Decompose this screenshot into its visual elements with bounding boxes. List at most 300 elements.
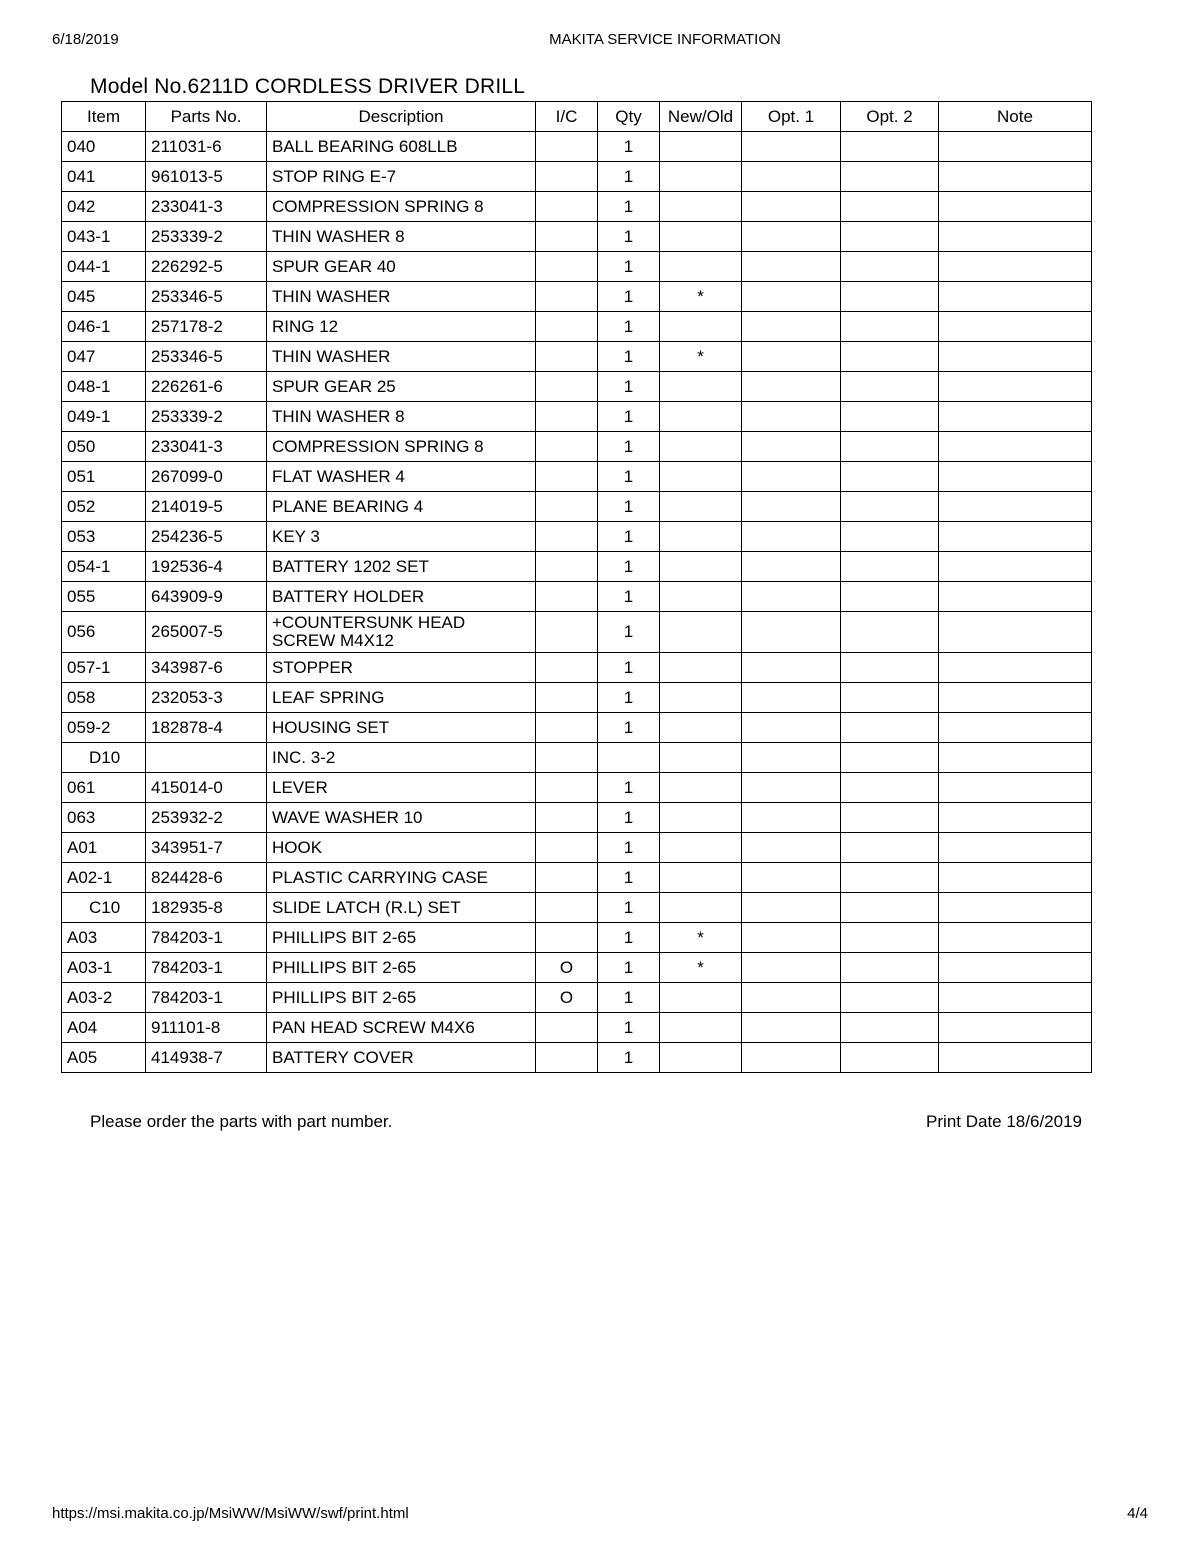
table-row bbox=[62, 653, 1092, 683]
cell-ic bbox=[536, 432, 598, 462]
table-row bbox=[62, 953, 1092, 983]
cell-qty: 1 bbox=[598, 192, 660, 222]
cell-opt1 bbox=[742, 252, 841, 282]
table-row bbox=[62, 683, 1092, 713]
cell-opt2 bbox=[841, 252, 939, 282]
cell-ic bbox=[536, 492, 598, 522]
cell-note bbox=[939, 432, 1092, 462]
cell-item: 042 bbox=[62, 192, 146, 222]
cell-parts-no: 343987-6 bbox=[146, 653, 267, 683]
cell-note bbox=[939, 132, 1092, 162]
cell-note bbox=[939, 492, 1092, 522]
cell-opt2 bbox=[841, 1043, 939, 1073]
cell-parts-no: 265007-5 bbox=[146, 612, 267, 653]
cell-ic bbox=[536, 162, 598, 192]
cell-new-old bbox=[660, 492, 742, 522]
cell-opt1 bbox=[742, 432, 841, 462]
cell-item: A03 bbox=[62, 923, 146, 953]
cell-opt1 bbox=[742, 923, 841, 953]
cell-opt2 bbox=[841, 773, 939, 803]
cell-ic bbox=[536, 773, 598, 803]
cell-item: 055 bbox=[62, 582, 146, 612]
cell-note bbox=[939, 683, 1092, 713]
cell-qty: 1 bbox=[598, 312, 660, 342]
cell-opt2 bbox=[841, 713, 939, 743]
cell-parts-no: 226292-5 bbox=[146, 252, 267, 282]
cell-new-old: * bbox=[660, 923, 742, 953]
table-row bbox=[62, 432, 1092, 462]
cell-ic bbox=[536, 833, 598, 863]
table-row bbox=[62, 402, 1092, 432]
cell-new-old bbox=[660, 983, 742, 1013]
table-row bbox=[62, 923, 1092, 953]
cell-item: 046-1 bbox=[62, 312, 146, 342]
cell-description: THIN WASHER 8 bbox=[267, 402, 536, 432]
cell-note bbox=[939, 282, 1092, 312]
cell-opt2 bbox=[841, 402, 939, 432]
cell-description: BALL BEARING 608LLB bbox=[267, 132, 536, 162]
table-row bbox=[62, 462, 1092, 492]
table-row bbox=[62, 833, 1092, 863]
cell-ic bbox=[536, 222, 598, 252]
cell-parts-no: 343951-7 bbox=[146, 833, 267, 863]
cell-parts-no: 182878-4 bbox=[146, 713, 267, 743]
cell-ic bbox=[536, 462, 598, 492]
cell-note bbox=[939, 1013, 1092, 1043]
cell-description: THIN WASHER bbox=[267, 282, 536, 312]
cell-note bbox=[939, 612, 1092, 653]
cell-qty: 1 bbox=[598, 162, 660, 192]
cell-ic bbox=[536, 312, 598, 342]
cell-note bbox=[939, 803, 1092, 833]
cell-note bbox=[939, 312, 1092, 342]
table-row bbox=[62, 612, 1092, 653]
cell-opt1 bbox=[742, 582, 841, 612]
cell-qty: 1 bbox=[598, 893, 660, 923]
table-row bbox=[62, 773, 1092, 803]
col-header-new-old: New/Old bbox=[660, 102, 742, 132]
cell-description: PHILLIPS BIT 2-65 bbox=[267, 953, 536, 983]
cell-ic bbox=[536, 402, 598, 432]
table-row bbox=[62, 552, 1092, 582]
cell-parts-no: 784203-1 bbox=[146, 953, 267, 983]
model-title: Model No.6211D CORDLESS DRIVER DRILL bbox=[90, 75, 526, 98]
cell-qty: 1 bbox=[598, 252, 660, 282]
cell-item: 059-2 bbox=[62, 713, 146, 743]
cell-new-old bbox=[660, 582, 742, 612]
cell-new-old bbox=[660, 653, 742, 683]
cell-item: 047 bbox=[62, 342, 146, 372]
cell-ic bbox=[536, 612, 598, 653]
cell-item: 051 bbox=[62, 462, 146, 492]
cell-qty: 1 bbox=[598, 372, 660, 402]
cell-opt2 bbox=[841, 893, 939, 923]
table-row bbox=[62, 713, 1092, 743]
cell-ic bbox=[536, 893, 598, 923]
cell-opt2 bbox=[841, 803, 939, 833]
cell-parts-no: 784203-1 bbox=[146, 923, 267, 953]
cell-parts-no: 824428-6 bbox=[146, 863, 267, 893]
cell-note bbox=[939, 983, 1092, 1013]
cell-parts-no: 182935-8 bbox=[146, 893, 267, 923]
cell-opt1 bbox=[742, 833, 841, 863]
cell-new-old bbox=[660, 312, 742, 342]
cell-qty: 1 bbox=[598, 983, 660, 1013]
cell-description: PLASTIC CARRYING CASE bbox=[267, 863, 536, 893]
cell-parts-no: 226261-6 bbox=[146, 372, 267, 402]
cell-note bbox=[939, 372, 1092, 402]
cell-new-old bbox=[660, 372, 742, 402]
parts-table bbox=[61, 101, 1092, 1073]
cell-item: 061 bbox=[62, 773, 146, 803]
cell-note bbox=[939, 653, 1092, 683]
cell-new-old: * bbox=[660, 953, 742, 983]
cell-note bbox=[939, 552, 1092, 582]
cell-opt1 bbox=[742, 953, 841, 983]
cell-opt2 bbox=[841, 743, 939, 773]
cell-opt2 bbox=[841, 192, 939, 222]
cell-description: HOUSING SET bbox=[267, 713, 536, 743]
cell-description: WAVE WASHER 10 bbox=[267, 803, 536, 833]
cell-item: 041 bbox=[62, 162, 146, 192]
cell-new-old: * bbox=[660, 342, 742, 372]
cell-description: THIN WASHER 8 bbox=[267, 222, 536, 252]
cell-description: BATTERY COVER bbox=[267, 1043, 536, 1073]
cell-opt1 bbox=[742, 893, 841, 923]
order-note: Please order the parts with part number. bbox=[90, 1112, 393, 1131]
cell-description: PHILLIPS BIT 2-65 bbox=[267, 923, 536, 953]
cell-opt1 bbox=[742, 132, 841, 162]
cell-item: 063 bbox=[62, 803, 146, 833]
cell-opt2 bbox=[841, 653, 939, 683]
cell-item: A03-1 bbox=[62, 953, 146, 983]
cell-opt2 bbox=[841, 222, 939, 252]
cell-opt1 bbox=[742, 192, 841, 222]
cell-note bbox=[939, 773, 1092, 803]
table-row bbox=[62, 132, 1092, 162]
cell-new-old bbox=[660, 162, 742, 192]
cell-opt1 bbox=[742, 743, 841, 773]
cell-note bbox=[939, 162, 1092, 192]
cell-opt2 bbox=[841, 612, 939, 653]
cell-description: COMPRESSION SPRING 8 bbox=[267, 432, 536, 462]
cell-new-old: * bbox=[660, 282, 742, 312]
cell-item: C10 bbox=[62, 893, 146, 923]
cell-opt1 bbox=[742, 983, 841, 1013]
cell-opt1 bbox=[742, 462, 841, 492]
table-row bbox=[62, 1043, 1092, 1073]
cell-item: A03-2 bbox=[62, 983, 146, 1013]
cell-description: HOOK bbox=[267, 833, 536, 863]
cell-qty: 1 bbox=[598, 132, 660, 162]
cell-new-old bbox=[660, 252, 742, 282]
cell-opt1 bbox=[742, 1043, 841, 1073]
cell-note bbox=[939, 713, 1092, 743]
page-url: https://msi.makita.co.jp/MsiWW/MsiWW/swf/print.html bbox=[52, 1505, 409, 1522]
cell-parts-no: 214019-5 bbox=[146, 492, 267, 522]
table-row bbox=[62, 342, 1092, 372]
cell-opt2 bbox=[841, 432, 939, 462]
cell-qty: 1 bbox=[598, 522, 660, 552]
cell-parts-no: 911101-8 bbox=[146, 1013, 267, 1043]
cell-item: 057-1 bbox=[62, 653, 146, 683]
cell-new-old bbox=[660, 522, 742, 552]
cell-description: SPUR GEAR 40 bbox=[267, 252, 536, 282]
cell-qty: 1 bbox=[598, 653, 660, 683]
cell-opt1 bbox=[742, 552, 841, 582]
cell-new-old bbox=[660, 803, 742, 833]
cell-note bbox=[939, 582, 1092, 612]
cell-qty: 1 bbox=[598, 432, 660, 462]
cell-ic bbox=[536, 132, 598, 162]
col-header-note: Note bbox=[939, 102, 1092, 132]
header-date: 6/18/2019 bbox=[52, 31, 119, 48]
table-row bbox=[62, 863, 1092, 893]
cell-opt2 bbox=[841, 683, 939, 713]
cell-qty bbox=[598, 743, 660, 773]
cell-description: SLIDE LATCH (R.L) SET bbox=[267, 893, 536, 923]
cell-ic bbox=[536, 252, 598, 282]
cell-description: INC. 3-2 bbox=[267, 743, 536, 773]
cell-opt2 bbox=[841, 522, 939, 552]
cell-ic bbox=[536, 743, 598, 773]
cell-parts-no: 253346-5 bbox=[146, 342, 267, 372]
cell-opt1 bbox=[742, 522, 841, 552]
parts-table-body bbox=[62, 132, 1092, 1073]
cell-parts-no: 253339-2 bbox=[146, 222, 267, 252]
table-row bbox=[62, 312, 1092, 342]
cell-opt2 bbox=[841, 162, 939, 192]
cell-new-old bbox=[660, 1043, 742, 1073]
cell-new-old bbox=[660, 612, 742, 653]
cell-ic bbox=[536, 1043, 598, 1073]
cell-ic bbox=[536, 653, 598, 683]
cell-new-old bbox=[660, 683, 742, 713]
cell-opt1 bbox=[742, 222, 841, 252]
col-header-opt2: Opt. 2 bbox=[841, 102, 939, 132]
cell-new-old bbox=[660, 773, 742, 803]
cell-new-old bbox=[660, 893, 742, 923]
cell-parts-no: 643909-9 bbox=[146, 582, 267, 612]
cell-new-old bbox=[660, 863, 742, 893]
cell-parts-no: 253339-2 bbox=[146, 402, 267, 432]
cell-ic: O bbox=[536, 953, 598, 983]
cell-item: 045 bbox=[62, 282, 146, 312]
cell-opt1 bbox=[742, 713, 841, 743]
cell-note bbox=[939, 923, 1092, 953]
cell-opt1 bbox=[742, 1013, 841, 1043]
cell-parts-no: 192536-4 bbox=[146, 552, 267, 582]
cell-description: PAN HEAD SCREW M4X6 bbox=[267, 1013, 536, 1043]
cell-ic bbox=[536, 552, 598, 582]
cell-new-old bbox=[660, 1013, 742, 1043]
cell-parts-no: 253346-5 bbox=[146, 282, 267, 312]
cell-new-old bbox=[660, 743, 742, 773]
cell-ic bbox=[536, 803, 598, 833]
cell-new-old bbox=[660, 462, 742, 492]
cell-parts-no: 784203-1 bbox=[146, 983, 267, 1013]
cell-ic bbox=[536, 282, 598, 312]
cell-note bbox=[939, 252, 1092, 282]
cell-note bbox=[939, 893, 1092, 923]
cell-item: D10 bbox=[62, 743, 146, 773]
cell-new-old bbox=[660, 713, 742, 743]
cell-description: KEY 3 bbox=[267, 522, 536, 552]
cell-opt1 bbox=[742, 402, 841, 432]
col-header-description: Description bbox=[267, 102, 536, 132]
cell-description: PHILLIPS BIT 2-65 bbox=[267, 983, 536, 1013]
cell-parts-no: 257178-2 bbox=[146, 312, 267, 342]
table-row bbox=[62, 252, 1092, 282]
cell-opt1 bbox=[742, 863, 841, 893]
table-row bbox=[62, 372, 1092, 402]
cell-note bbox=[939, 833, 1092, 863]
table-row bbox=[62, 492, 1092, 522]
col-header-qty: Qty bbox=[598, 102, 660, 132]
cell-note bbox=[939, 462, 1092, 492]
cell-new-old bbox=[660, 192, 742, 222]
cell-note bbox=[939, 342, 1092, 372]
cell-description: LEVER bbox=[267, 773, 536, 803]
cell-description: SPUR GEAR 25 bbox=[267, 372, 536, 402]
table-row bbox=[62, 743, 1092, 773]
cell-ic bbox=[536, 522, 598, 552]
cell-parts-no: 254236-5 bbox=[146, 522, 267, 552]
cell-opt2 bbox=[841, 953, 939, 983]
cell-new-old bbox=[660, 222, 742, 252]
cell-opt1 bbox=[742, 683, 841, 713]
cell-opt2 bbox=[841, 372, 939, 402]
cell-item: A05 bbox=[62, 1043, 146, 1073]
cell-description: PLANE BEARING 4 bbox=[267, 492, 536, 522]
cell-opt2 bbox=[841, 312, 939, 342]
table-row bbox=[62, 282, 1092, 312]
cell-opt2 bbox=[841, 492, 939, 522]
cell-qty: 1 bbox=[598, 923, 660, 953]
col-header-item: Item bbox=[62, 102, 146, 132]
cell-parts-no: 415014-0 bbox=[146, 773, 267, 803]
cell-opt2 bbox=[841, 923, 939, 953]
cell-item: 049-1 bbox=[62, 402, 146, 432]
cell-new-old bbox=[660, 432, 742, 462]
cell-note bbox=[939, 743, 1092, 773]
cell-item: 040 bbox=[62, 132, 146, 162]
cell-item: A01 bbox=[62, 833, 146, 863]
cell-item: 043-1 bbox=[62, 222, 146, 252]
cell-description: +COUNTERSUNK HEAD SCREW M4X12 bbox=[267, 612, 536, 653]
cell-note bbox=[939, 192, 1092, 222]
cell-new-old bbox=[660, 132, 742, 162]
cell-ic bbox=[536, 863, 598, 893]
cell-item: A04 bbox=[62, 1013, 146, 1043]
cell-qty: 1 bbox=[598, 953, 660, 983]
cell-opt1 bbox=[742, 492, 841, 522]
cell-note bbox=[939, 953, 1092, 983]
cell-note bbox=[939, 863, 1092, 893]
cell-qty: 1 bbox=[598, 773, 660, 803]
cell-item: 048-1 bbox=[62, 372, 146, 402]
cell-qty: 1 bbox=[598, 462, 660, 492]
cell-parts-no: 233041-3 bbox=[146, 192, 267, 222]
cell-opt2 bbox=[841, 462, 939, 492]
table-row bbox=[62, 1013, 1092, 1043]
col-header-ic: I/C bbox=[536, 102, 598, 132]
cell-parts-no: 232053-3 bbox=[146, 683, 267, 713]
cell-qty: 1 bbox=[598, 803, 660, 833]
cell-qty: 1 bbox=[598, 552, 660, 582]
cell-qty: 1 bbox=[598, 863, 660, 893]
cell-qty: 1 bbox=[598, 282, 660, 312]
cell-item: A02-1 bbox=[62, 863, 146, 893]
cell-note bbox=[939, 222, 1092, 252]
table-row bbox=[62, 222, 1092, 252]
cell-opt1 bbox=[742, 312, 841, 342]
cell-ic bbox=[536, 342, 598, 372]
cell-parts-no: 253932-2 bbox=[146, 803, 267, 833]
cell-opt2 bbox=[841, 983, 939, 1013]
cell-opt2 bbox=[841, 552, 939, 582]
page-number: 4/4 bbox=[1127, 1505, 1148, 1522]
cell-qty: 1 bbox=[598, 582, 660, 612]
cell-note bbox=[939, 402, 1092, 432]
cell-parts-no: 211031-6 bbox=[146, 132, 267, 162]
cell-qty: 1 bbox=[598, 713, 660, 743]
cell-description: FLAT WASHER 4 bbox=[267, 462, 536, 492]
cell-item: 044-1 bbox=[62, 252, 146, 282]
cell-qty: 1 bbox=[598, 222, 660, 252]
cell-ic bbox=[536, 683, 598, 713]
cell-opt2 bbox=[841, 342, 939, 372]
cell-item: 058 bbox=[62, 683, 146, 713]
col-header-parts-no: Parts No. bbox=[146, 102, 267, 132]
cell-new-old bbox=[660, 833, 742, 863]
cell-parts-no: 414938-7 bbox=[146, 1043, 267, 1073]
cell-ic bbox=[536, 372, 598, 402]
cell-opt1 bbox=[742, 282, 841, 312]
print-date: Print Date 18/6/2019 bbox=[926, 1112, 1082, 1131]
cell-description: BATTERY 1202 SET bbox=[267, 552, 536, 582]
cell-opt1 bbox=[742, 342, 841, 372]
cell-opt2 bbox=[841, 1013, 939, 1043]
cell-item: 053 bbox=[62, 522, 146, 552]
cell-note bbox=[939, 1043, 1092, 1073]
cell-parts-no: 233041-3 bbox=[146, 432, 267, 462]
cell-new-old bbox=[660, 402, 742, 432]
table-row bbox=[62, 893, 1092, 923]
table-row bbox=[62, 162, 1092, 192]
cell-description: RING 12 bbox=[267, 312, 536, 342]
cell-item: 056 bbox=[62, 612, 146, 653]
cell-description: STOPPER bbox=[267, 653, 536, 683]
cell-qty: 1 bbox=[598, 342, 660, 372]
cell-note bbox=[939, 522, 1092, 552]
cell-qty: 1 bbox=[598, 402, 660, 432]
cell-opt2 bbox=[841, 833, 939, 863]
cell-item: 054-1 bbox=[62, 552, 146, 582]
cell-qty: 1 bbox=[598, 683, 660, 713]
table-row bbox=[62, 983, 1092, 1013]
cell-opt2 bbox=[841, 863, 939, 893]
cell-description: THIN WASHER bbox=[267, 342, 536, 372]
cell-ic: O bbox=[536, 983, 598, 1013]
cell-opt1 bbox=[742, 162, 841, 192]
cell-opt1 bbox=[742, 372, 841, 402]
cell-description: STOP RING E-7 bbox=[267, 162, 536, 192]
table-header-row bbox=[62, 102, 1092, 132]
cell-opt2 bbox=[841, 582, 939, 612]
cell-opt1 bbox=[742, 773, 841, 803]
cell-opt1 bbox=[742, 803, 841, 833]
